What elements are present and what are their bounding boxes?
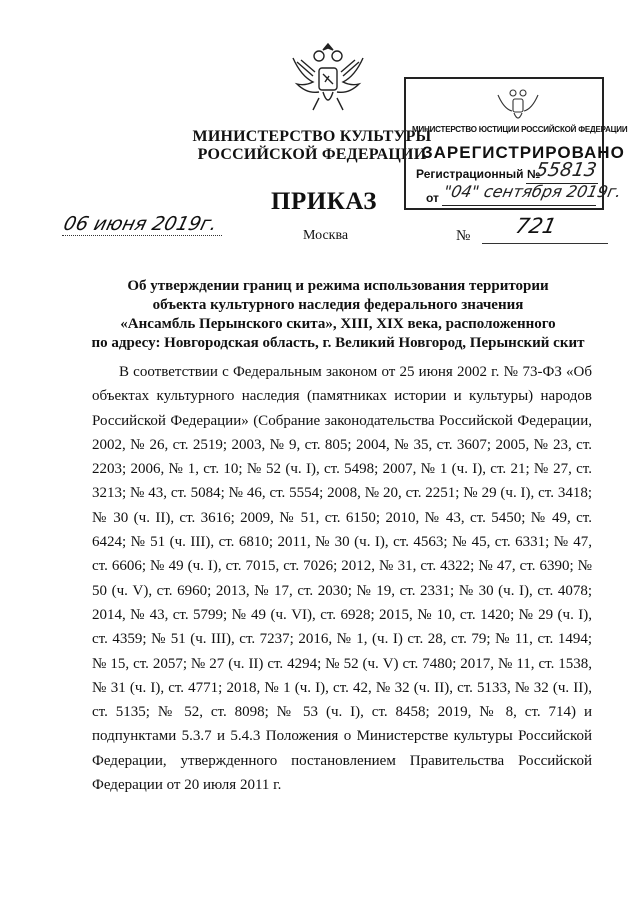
body-paragraph: В соответствии с Федеральным законом от 25 июня 2002 г. № 73-ФЗ «Об объектах культурного наследия (памятниках истории и культуры) народов Российской Федерации» (Собрание законодательства Российской Федерации, 2002, № 26, ст. 2519; 2003, № 9, ст. 805; 2004, № 35, ст. 3607; 2005, № 23, ст. 2203; 2006, № 1, ст. 10; № 52 (ч. I), ст. 5498; 2007, № 1 (ч. I), ст. 21; № 27, ст. 3213; № 43, ст. 5084; № 46, ст. 5554; 2008, № 20, ст. 2251; № 29 (ч. I), ст. 3418; № 30 (ч. II), ст. 3616; 2009, № 51, ст. 6150; 2010, № 43, ст. 5450; № 49, ст. 6424; № 51 (ч. III), ст. 6810; 2011, № 30 (ч. I), ст. 4563; № 45, ст. 6331; № 47, ст. 6606; № 49 (ч. I), ст. 7015, ст. 7026; 2012, № 31, ст. 4322; № 47, ст. 6390; № 50 (ч. V), ст. 6960; 2013, № 17, ст. 2030; № 19, ст. 2331; № 30 (ч. I), ст. 4078; 2014, № 43, ст. 5799; № 49 (ч. VI), ст. 6928; 2015, № 10, ст. 1420; № 29 (ч. I), ст. 4359; № 51 (ч. III), ст. 7237; 2016, № 1, (ч. I) ст. 28, ст. 79; № 11, ст. 1494; № 15, ст. 2057; № 27 (ч. II) ст. 4294; № 52 (ч. V) ст. 7480; 2017, № 11, ст. 1538, № 31 (ч. I), ст. 4771; 2018, № 1 (ч. I), ст. 42, № 32 (ч. II), ст. 5133, № 32 (ч. II), ст. 5135; № 52, ст. 8098; № 53 (ч. I), ст. 8458; 2019, № 8, ст. 714) и подпунктами 5.3.7 и 5.4.3 Положения о Министерстве культуры Российской Федерации, утвержденного постановлением Правительства Российской Федерации от 20 июля 2011 г. [92,364,592,794]
heading-line2: объекта культурного наследия федерального значения [152,297,524,313]
heading-line1: Об утверждении границ и режима использования территории [127,278,549,294]
order-date: 06 июня 2019г. [61,213,220,235]
heading-line3: «Ансамбль Перынского скита», XIII, XIX века, расположенного [120,316,556,332]
registration-stamp [404,77,628,210]
stamp-date-underline [442,205,596,206]
order-body [92,360,592,797]
coat-of-arms-emblem [283,36,373,118]
heading-line4: по адресу: Новгородская область, г. Великий Новгород, Перынский скит [91,335,585,351]
ministry-name-line2: РОССИЙСКОЙ ФЕДЕРАЦИИ [197,146,427,163]
stamp-regno-label: Регистрационный № [416,167,541,181]
stamp-registered: ЗАРЕГИСТРИРОВАНО [422,143,625,162]
ministry-name-line1: МИНИСТЕРСТВО КУЛЬТУРЫ [192,128,432,145]
order-title: ПРИКАЗ [271,188,377,215]
order-number-underline [482,243,608,244]
order-number: 721 [513,214,559,238]
order-subject-heading [88,277,588,353]
ministry-name [190,128,434,164]
stamp-emblem-icon [494,83,542,127]
stamp-ministry: МИНИСТЕРСТВО ЮСТИЦИИ РОССИЙСКОЙ ФЕДЕРАЦИИ [412,125,628,134]
stamp-regno-value: 55813 [534,159,599,181]
stamp-date-value: "04" сентября 2019г. [441,182,624,201]
stamp-date-label: от [426,191,439,205]
order-city: Москва [303,228,349,243]
order-number-label: № [456,228,471,244]
order-date-underline [62,235,222,236]
